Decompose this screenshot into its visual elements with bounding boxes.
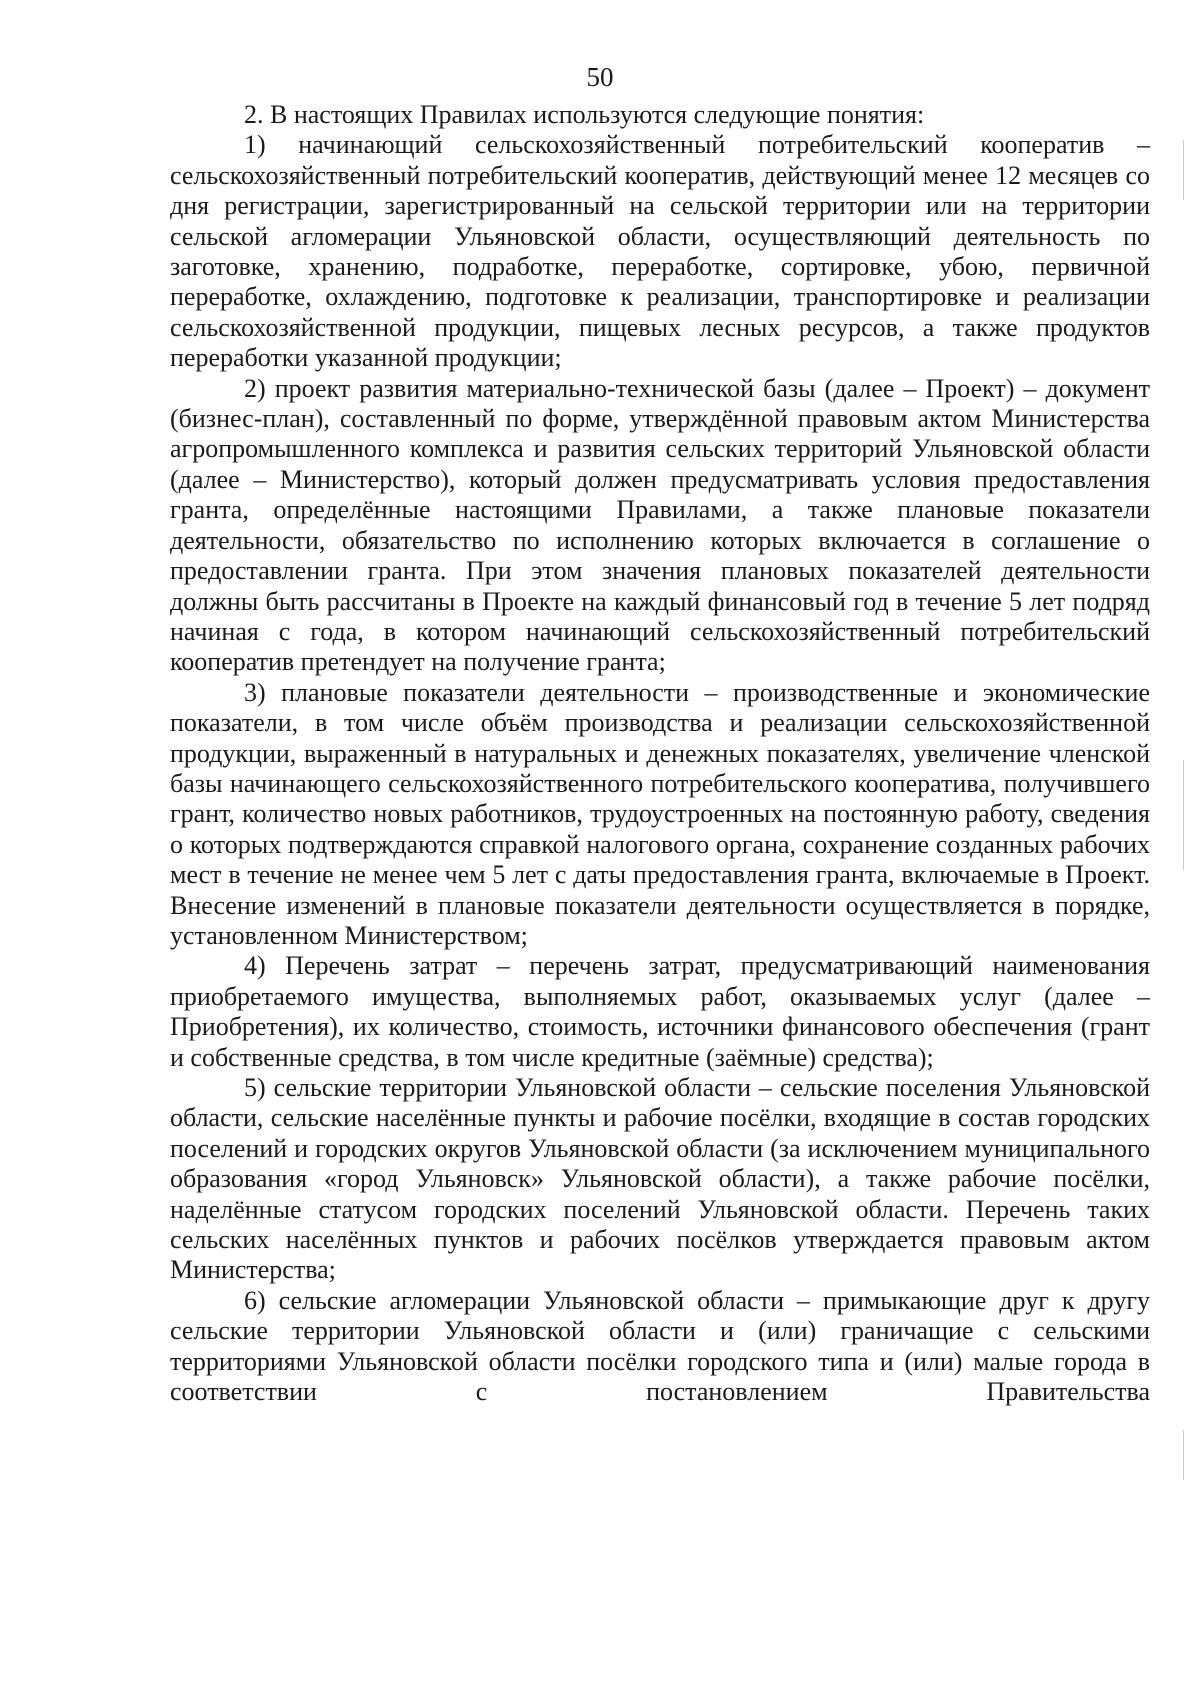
paragraph-definition-6: 6) сельские агломерации Ульяновской области – примыкающие друг к другу сельские территории Ульяновской области и (или) граничащие с сельскими территориями Ульяновской области посёлки городского типа и (или) малые города в соответствии с постановлением Правительства: [170, 1285, 1150, 1407]
paragraph-definition-5: 5) сельские территории Ульяновской области – сельские поселения Ульяновской области, сельские населённые пункты и рабочие посёлки, входящие в состав городских поселений и городских округов Ульяновской области (за исключением муниципального образования «город Ульяновск» Ульяновской области), а также рабочие посёлки, наделённые статусом городских поселений Ульяновской области. Перечень таких сельских населённых пунктов и рабочих посёлков утверждается правовым актом Министерства;: [170, 1073, 1150, 1285]
page-number: 50: [586, 62, 614, 92]
paragraph-definition-2: 2) проект развития материально-технической базы (далее – Проект) – документ (бизнес-план), составленный по форме, утверждённой правовым актом Министерства агропромышленного комплекса и развития сельских территорий Ульяновской области (далее – Министерство), который должен предусматривать условия предоставления гранта, определённые настоящими Правилами, а также плановые показатели деятельности, обязательство по исполнению которых включается в соглашение о предоставлении гранта. При этом значения плановых показателей деятельности должны быть рассчитаны в Проекте на каждый финансовый год в течение 5 лет подряд начиная с года, в котором начинающий сельскохозяйственный потребительский кооператив претендует на получение гранта;: [170, 373, 1150, 677]
scan-edge-mark: [1183, 760, 1184, 870]
scan-edge-mark: [1183, 1430, 1184, 1480]
paragraph-definition-1: 1) начинающий сельскохозяйственный потребительский кооператив – сельскохозяйственный потребительский кооператив, действующий менее 12 месяцев со дня регистрации, зарегистрированный на сельской территории или на территории сельской агломерации Ульяновской области, осуществляющий деятельность по заготовке, хранению, подработке, переработке, сортировке, убою, первичной переработке, охлаждению, подготовке к реализации, транспортировке и реализации сельскохозяйственной продукции, пищевых лесных ресурсов, а также продуктов переработки указанной продукции;: [170, 130, 1150, 373]
paragraph-intro: 2. В настоящих Правилах используются следующие понятия:: [244, 100, 925, 129]
paragraph-definition-4: 4) Перечень затрат – перечень затрат, предусматривающий наименования приобретаемого имущества, выполняемых работ, оказываемых услуг (далее – Приобретения), их количество, стоимость, источники финансового обеспечения (грант и собственные средства, в том числе кредитные (заёмные) средства);: [170, 951, 1150, 1072]
paragraph-definition-3: 3) плановые показатели деятельности – производственные и экономические показатели, в том числе объём производства и реализации сельскохозяйственной продукции, выраженный в натуральных и денежных показателях, увеличение членской базы начинающего сельскохозяйственного потребительского кооператива, получившего грант, количество новых работников, трудоустроенных на постоянную работу, сведения о которых подтверждаются справкой налогового органа, сохранение созданных рабочих мест в течение не менее чем 5 лет с даты предоставления гранта, включаемые в Проект. Внесение изменений в плановые показатели деятельности осуществляется в порядке, установленном Министерством;: [170, 677, 1150, 950]
document-body: [170, 100, 1150, 1407]
scan-edge-mark: [1183, 140, 1184, 200]
